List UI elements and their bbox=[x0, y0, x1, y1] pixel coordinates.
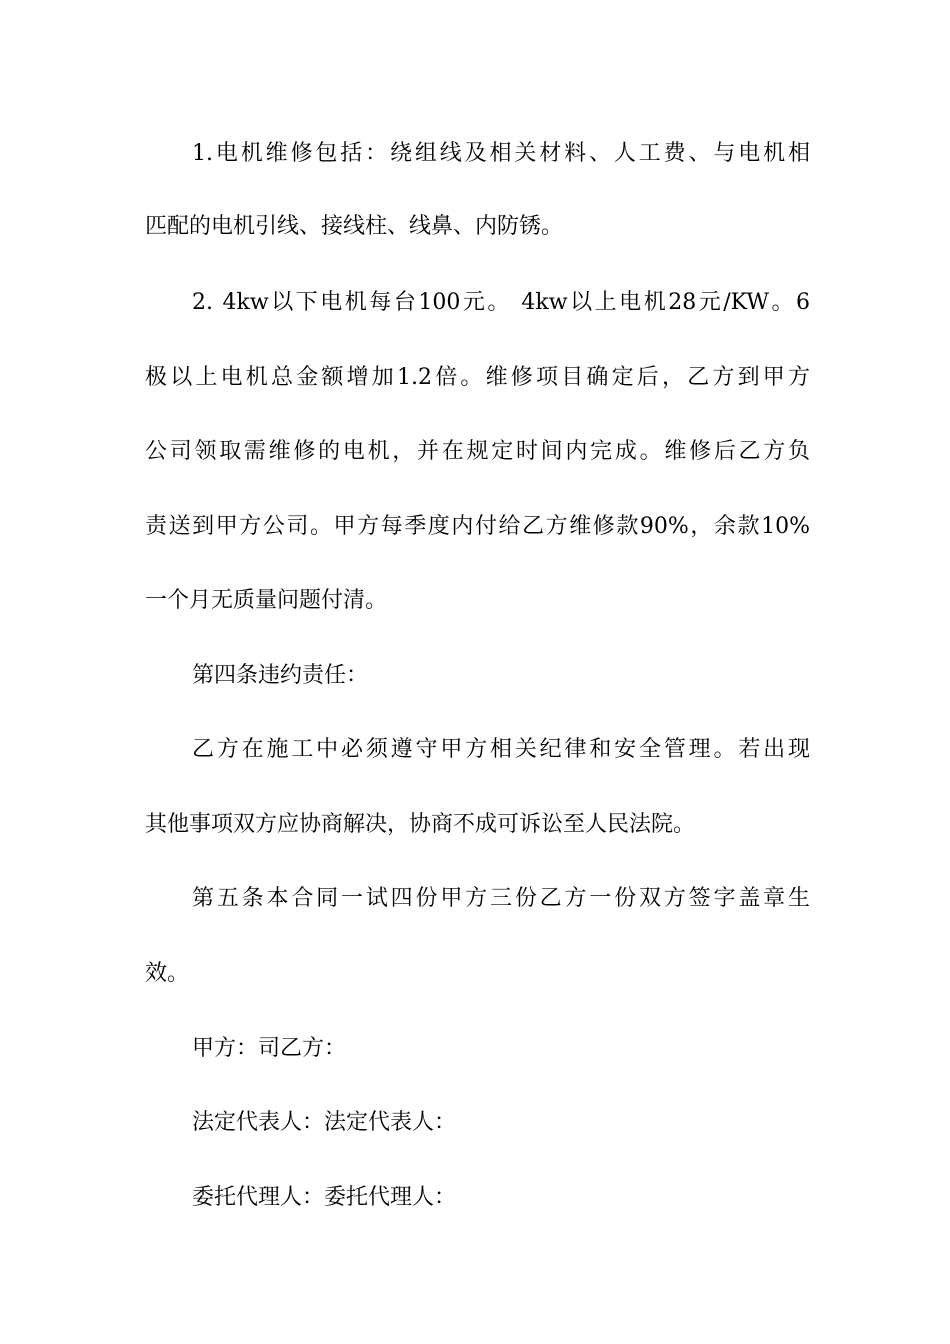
clause-1-line-2: 匹配的电机引线、接线柱、线鼻、内防锈。 bbox=[145, 214, 564, 239]
article-4-line-2: 其他事项双方应协商解决，协商不成可诉讼至人民法院。 bbox=[145, 812, 696, 837]
article-5-line-1: 第五条本合同一试四份甲方三份乙方一份双方签字盖章生 bbox=[192, 886, 810, 911]
signature-party-line: 甲方：司乙方： bbox=[192, 1036, 347, 1061]
clause-2-line-4: 责送到甲方公司。甲方每季度内付给乙方维修款90%，余款10% bbox=[145, 514, 810, 539]
article-5-line-2: 效。 bbox=[145, 961, 190, 986]
clause-2-line-5: 一个月无质量问题付清。 bbox=[145, 588, 388, 613]
clause-1-line-1: 1.电机维修包括：绕组线及相关材料、人工费、与电机相 bbox=[192, 141, 810, 166]
signature-agent-line: 委托代理人：委托代理人： bbox=[192, 1185, 457, 1210]
article-4-line-1: 乙方在施工中必须遵守甲方相关纪律和安全管理。若出现 bbox=[192, 737, 810, 762]
clause-2-line-1: 2. 4kw以下电机每台100元。 4kw以上电机28元/KW。6 bbox=[192, 290, 810, 315]
clause-2-line-2: 极以上电机总金额增加1.2倍。维修项目确定后，乙方到甲方 bbox=[145, 365, 810, 390]
article-4-heading: 第四条违约责任： bbox=[192, 663, 369, 688]
signature-legal-rep-line: 法定代表人：法定代表人： bbox=[192, 1110, 457, 1135]
clause-2-line-3: 公司领取需维修的电机，并在规定时间内完成。维修后乙方负 bbox=[145, 439, 810, 464]
